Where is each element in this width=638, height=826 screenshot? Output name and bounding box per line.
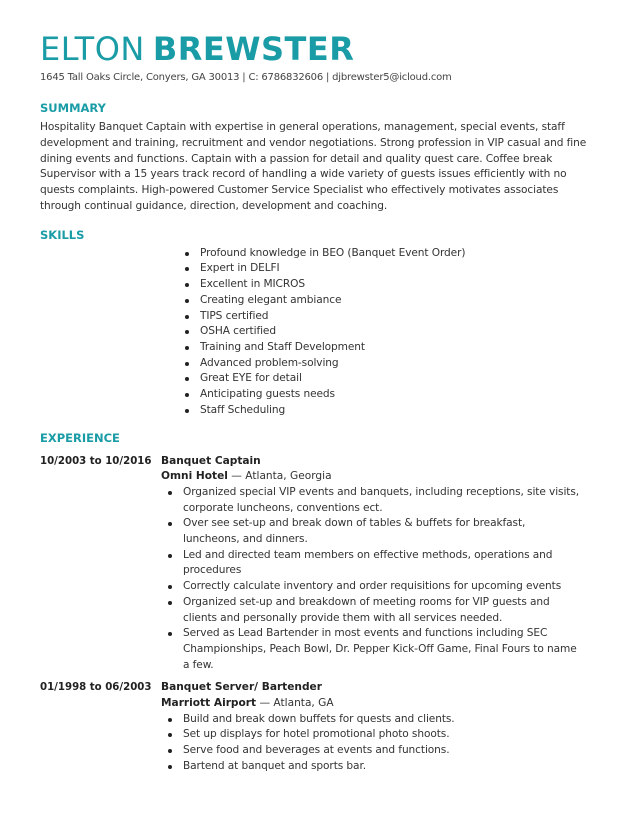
duty-item: Organized special VIP events and banquets, including receptions, site visits, corporate luncheons, conventions ect. [161,485,581,516]
duty-item: Bartend at banquet and sports bar. [161,759,581,775]
skill-item: Great EYE for detail [178,371,600,387]
first-name: ELTON [40,30,145,68]
skill-item: Anticipating guests needs [178,387,600,403]
job-dates: 10/2003 to 10/2016 [40,455,152,467]
summary-heading: SUMMARY [40,101,106,115]
candidate-name [40,30,600,68]
skill-item: Training and Staff Development [178,340,600,356]
skill-item: Expert in DELFI [178,261,600,277]
job-title: Banquet Captain [161,454,261,467]
skill-item: Creating elegant ambiance [178,293,600,309]
skills-heading: SKILLS [40,227,85,242]
job-details [161,454,600,674]
summary-text: Hospitality Banquet Captain with expertise in general operations, management, special events, staff development and training, recruitment and vendor negotiations. Strong profession in VIP casual and fine dining events and functions. Captain with a passion for detail and quality quest care. Coffee break Supervisor with a 15 years track record of handling a wide variety of guests issues efficiently with no quests complaints. High-powered Customer Service Specialist who effectively motivates associates through continual guidance, direction, development and coaching. [40,121,587,212]
skill-item: OSHA certified [178,324,600,340]
job-employer [161,469,600,485]
duty-item: Served as Lead Bartender in most events and functions including SEC Championships, Peach Bowl, Dr. Pepper Kick-Off Game, Final Fours to name a few. [161,626,581,673]
company-name: Marriott Airport [161,697,257,710]
duty-item: Serve food and beverages at events and functions. [161,743,581,759]
job-entry [40,680,600,774]
skills-list [40,246,600,419]
employer-separator: — [256,697,274,710]
duty-item: Led and directed team members on effective methods, operations and procedures [161,548,581,579]
contact-line: 1645 Tall Oaks Circle, Conyers, GA 30013 | C: 6786832606 | djbrewster5@icloud.com [40,72,452,83]
duty-item: Set up displays for hotel promotional photo shoots. [161,727,581,743]
employer-separator: — [227,470,246,483]
duty-item: Build and break down buffets for quests and clients. [161,712,581,728]
skill-item: TIPS certified [178,309,600,325]
skill-item: Excellent in MICROS [178,277,600,293]
last-name: BREWSTER [152,30,355,68]
job-location: Atlanta, GA [273,697,334,710]
duty-item: Over see set-up and break down of tables & buffets for breakfast, luncheons, and dinners. [161,516,581,547]
job-duties [161,712,581,775]
skill-item: Staff Scheduling [178,403,600,419]
job-duties [161,485,581,673]
job-dates: 01/1998 to 06/2003 [40,682,152,694]
experience-heading: EXPERIENCE [40,430,120,445]
duty-item: Organized set-up and breakdown of meeting rooms for VIP guests and clients and personally provide them with all services needed. [161,595,581,626]
resume-page [40,30,600,775]
skill-item: Profound knowledge in BEO (Banquet Event Order) [178,246,600,262]
duty-item: Correctly calculate inventory and order requisitions for upcoming events [161,579,581,595]
skill-item: Advanced problem-solving [178,356,600,372]
job-entry [40,454,600,674]
job-location: Atlanta, Georgia [245,470,332,483]
job-employer [161,696,600,712]
company-name: Omni Hotel [161,470,228,483]
job-details [161,680,600,774]
job-title: Banquet Server/ Bartender [161,681,322,694]
